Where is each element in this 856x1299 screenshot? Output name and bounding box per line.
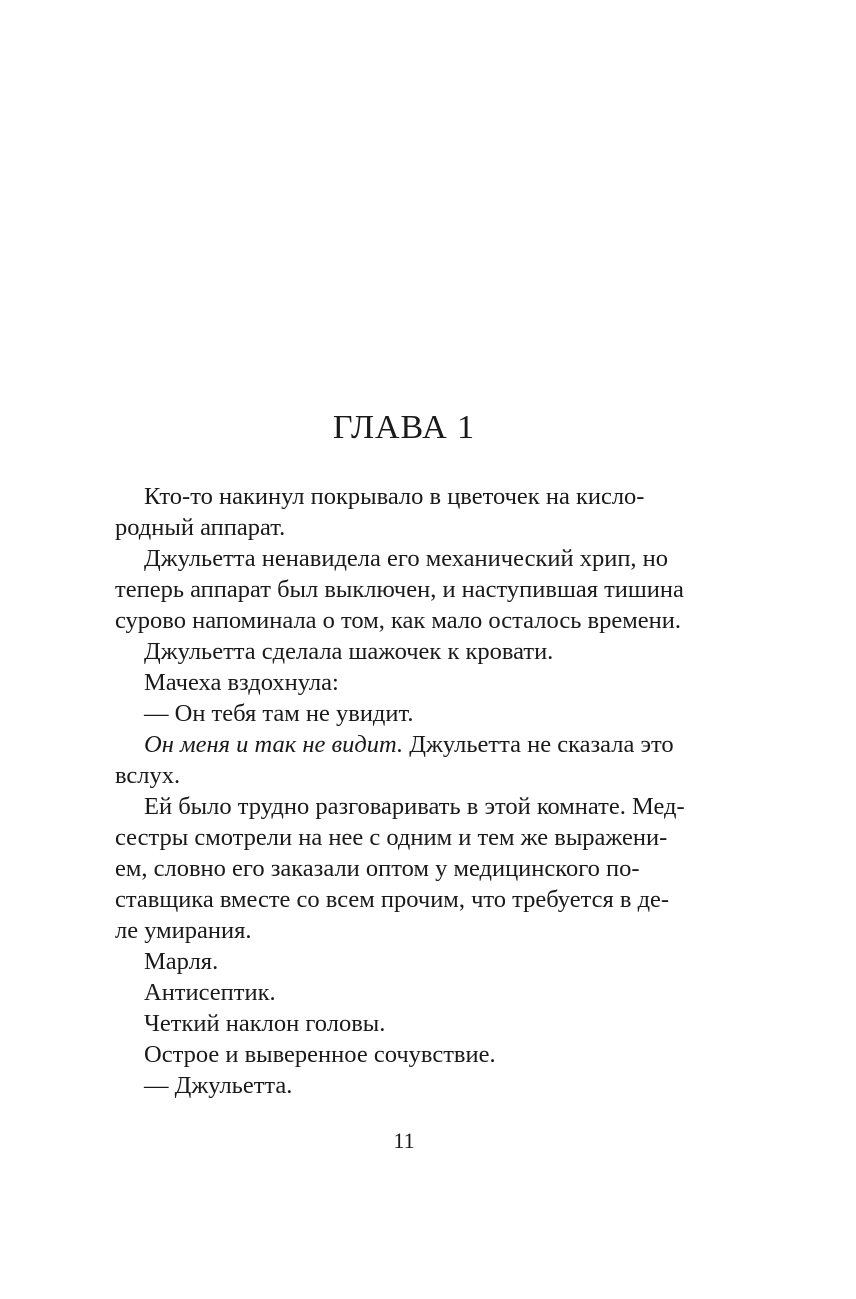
italic-thought: Он меня и так не видит. bbox=[144, 731, 404, 758]
paragraph-6 bbox=[115, 729, 705, 791]
text-line: ле умирания. bbox=[115, 917, 252, 944]
text-line: Антисептик. bbox=[144, 979, 276, 1006]
text-line: Острое и выверенное сочувствие. bbox=[144, 1041, 496, 1068]
chapter-title: ГЛАВА 1 bbox=[332, 409, 476, 446]
paragraph-3 bbox=[115, 636, 705, 667]
paragraph-12-dialogue bbox=[115, 1070, 705, 1101]
text-line: — Он тебя там не увидит. bbox=[144, 700, 414, 727]
text-line: ем, словно его заказали оптом у медицинского по- bbox=[115, 855, 640, 882]
text-line: вслух. bbox=[115, 762, 181, 789]
text-line: ставщика вместе со всем прочим, что требуется в де- bbox=[115, 886, 670, 913]
paragraph-2 bbox=[115, 543, 705, 636]
paragraph-9 bbox=[115, 977, 705, 1008]
text-line: Кто-то накинул покрывало в цветочек на кисло- bbox=[144, 483, 645, 510]
text-line: сурово напоминала о том, как мало осталось времени. bbox=[115, 607, 681, 634]
page-number: 11 bbox=[393, 1128, 415, 1153]
text-fragment: Джульетта не сказала это bbox=[403, 731, 674, 758]
text-line: Марля. bbox=[144, 948, 219, 975]
chapter-body bbox=[115, 481, 705, 1101]
text-line bbox=[115, 729, 705, 760]
paragraph-4 bbox=[115, 667, 705, 698]
text-line: Джульетта сделала шажочек к кровати. bbox=[144, 638, 554, 665]
text-line: — Джульетта. bbox=[144, 1072, 293, 1099]
text-line: Четкий наклон головы. bbox=[144, 1010, 386, 1037]
paragraph-8 bbox=[115, 946, 705, 977]
paragraph-10 bbox=[115, 1008, 705, 1039]
paragraph-5-dialogue bbox=[115, 698, 705, 729]
text-line: Мачеха вздохнула: bbox=[144, 669, 339, 696]
text-line: родный аппарат. bbox=[115, 514, 286, 541]
text-line: Ей было трудно разговаривать в этой комнате. Мед- bbox=[144, 793, 685, 820]
text-line: теперь аппарат был выключен, и наступившая тишина bbox=[115, 576, 684, 603]
paragraph-1 bbox=[115, 481, 705, 543]
text-line: сестры смотрели на нее с одним и тем же выражени- bbox=[115, 824, 668, 851]
paragraph-7 bbox=[115, 791, 705, 946]
paragraph-11 bbox=[115, 1039, 705, 1070]
text-line: Джульетта ненавидела его механический хрип, но bbox=[144, 545, 669, 572]
